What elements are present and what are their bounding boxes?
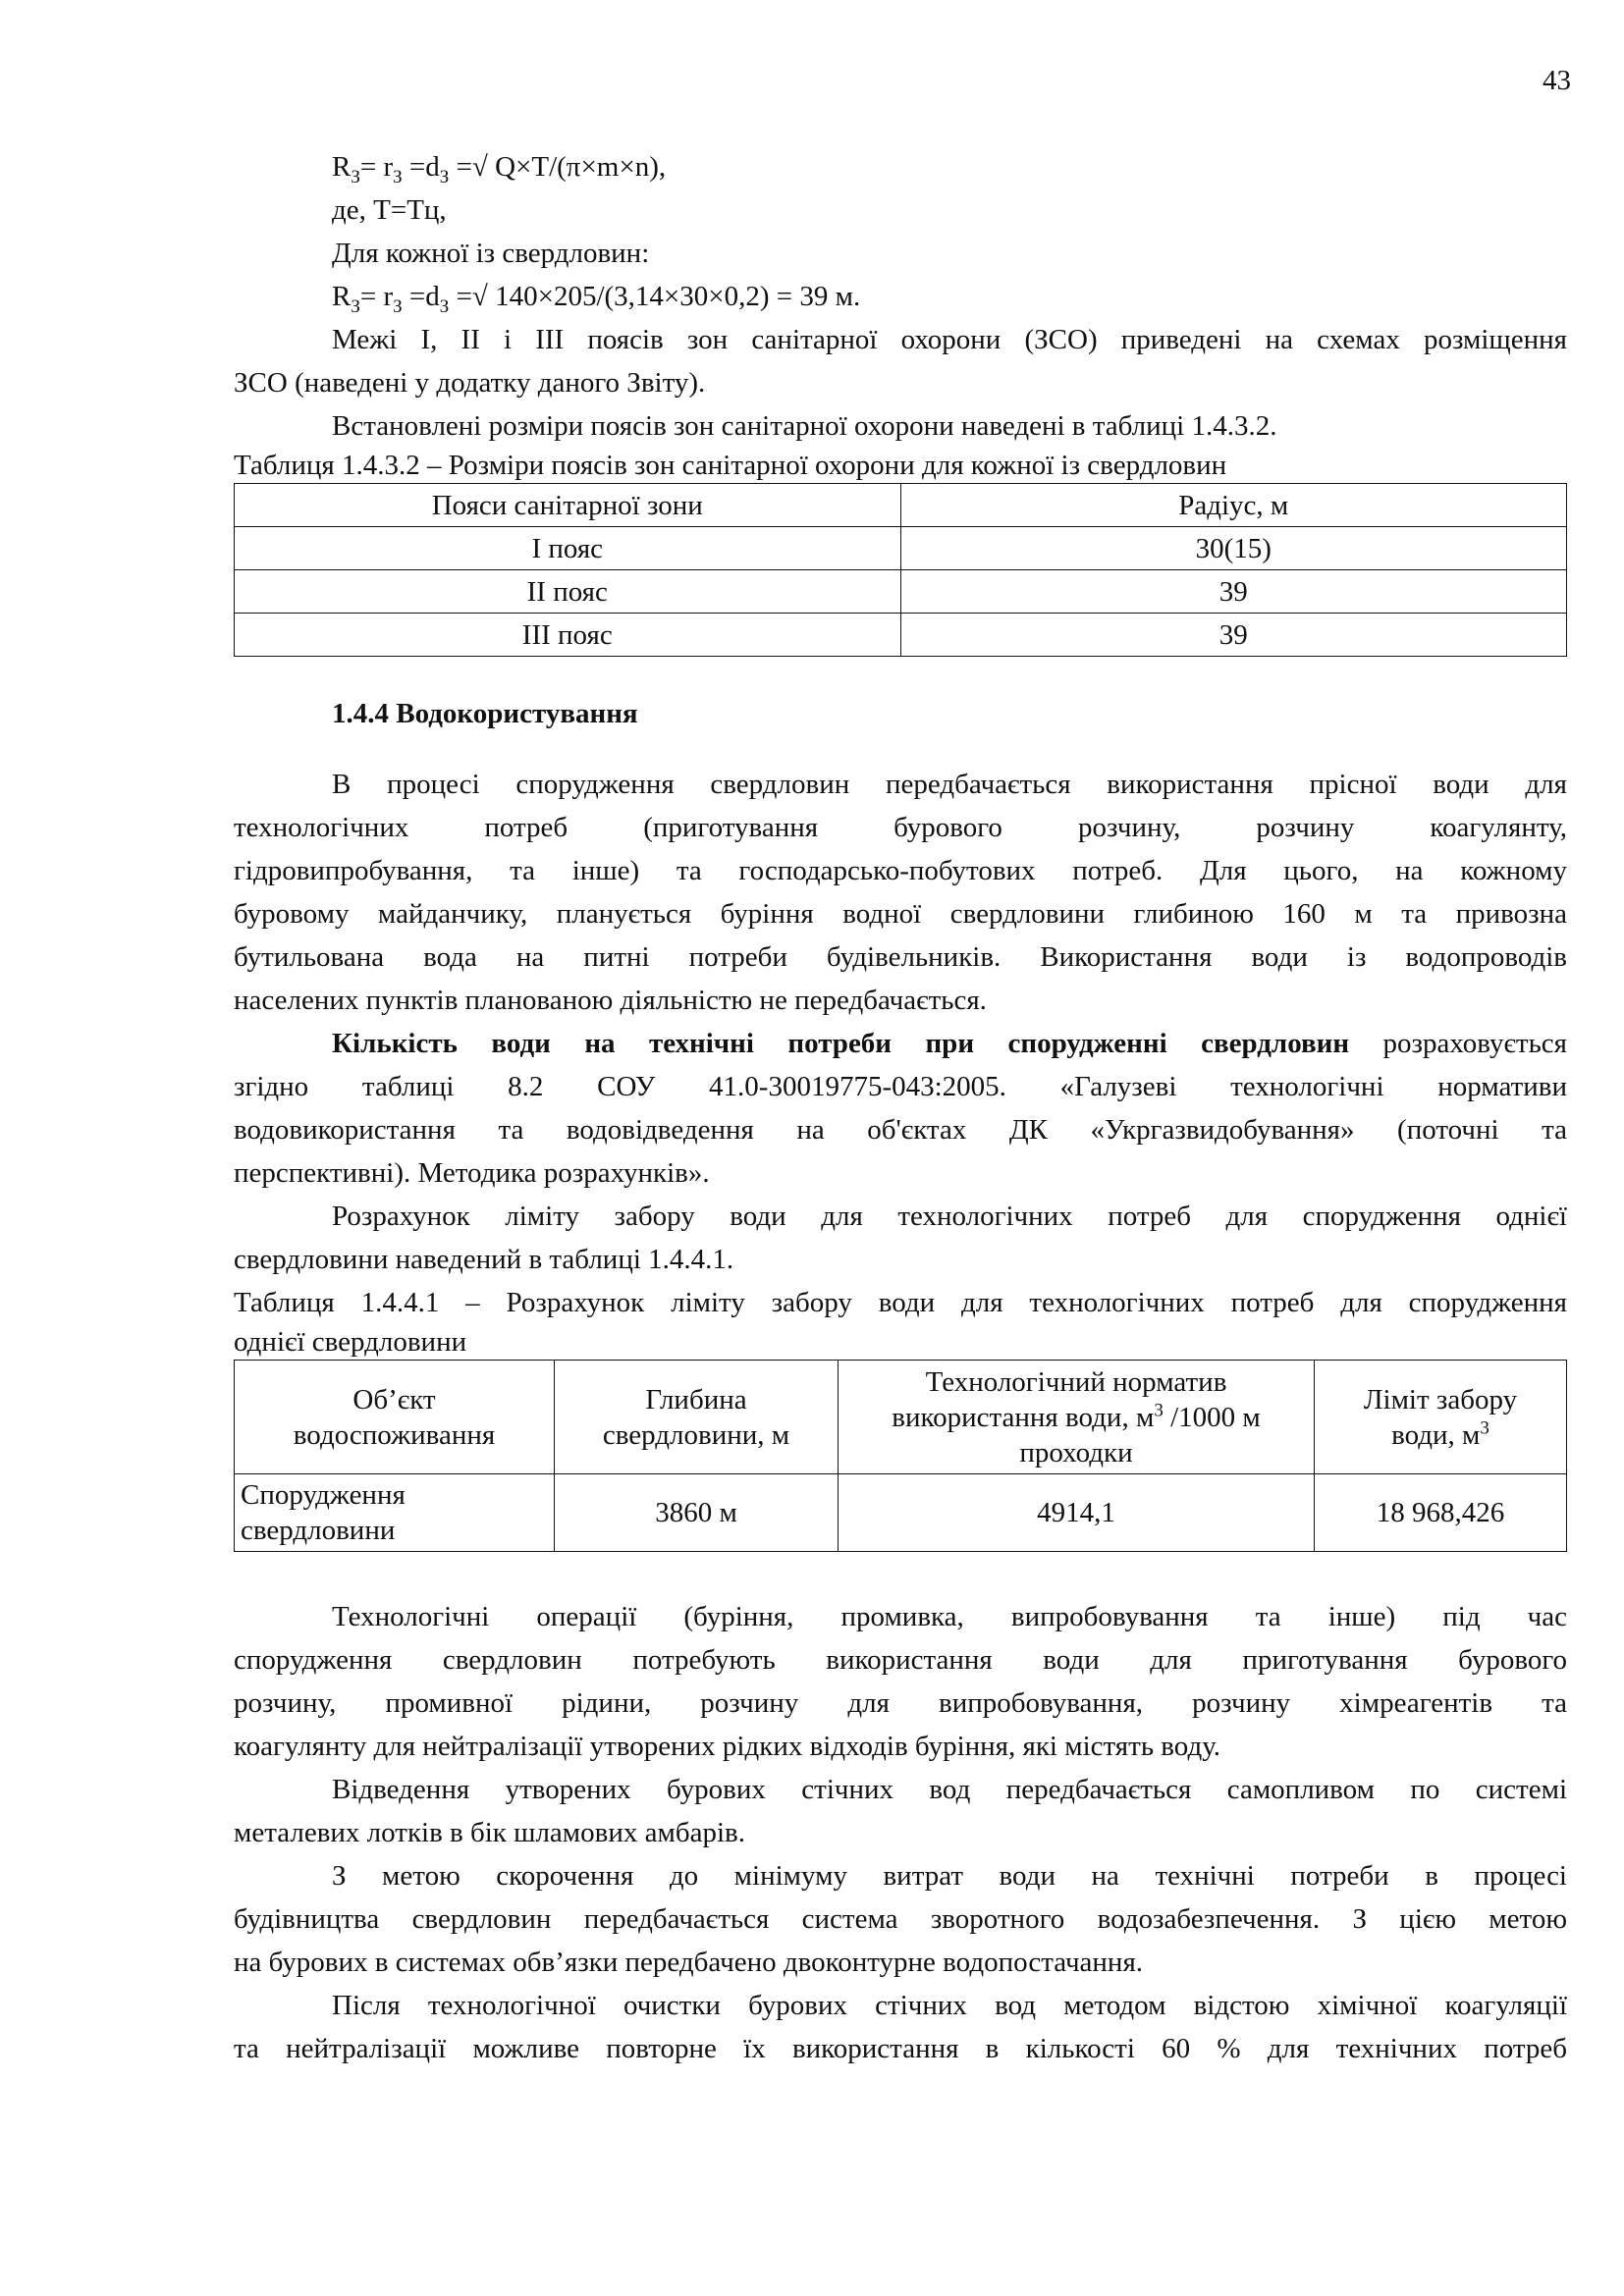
- table-cell: 39: [900, 614, 1567, 657]
- table-header-cell: Глибина свердловини, м: [555, 1361, 839, 1474]
- table-header-cell: Ліміт забору води, $м^3$: [1315, 1361, 1567, 1474]
- table-row: [235, 614, 1567, 657]
- section-heading: 1.4.4 Водокористування: [332, 698, 638, 729]
- paragraph-limit: Розрахунок ліміту забору води для технологічних потреб для спорудження однієї свердловини наведений в таблиці 1.4.4.1.: [234, 1201, 1567, 1275]
- table-row: [235, 570, 1567, 614]
- paragraph-operations: Технологічні операції (буріння, промивка, випробовування та інше) під час спорудження свердловин потребують використання води для приготування бурового розчину, промивної рідини, розчину для випробовування, розчину хімреагентів та коагулянту для нейтралізації утворених рідких відходів буріння, які містять воду.: [234, 1601, 1567, 1762]
- table-cell: 39: [900, 570, 1567, 614]
- table-header-cell: Об’єкт водоспоживання: [235, 1361, 555, 1474]
- formula-calculation: $R_З= r_З =d_З$ =√ 140×205/(3,14×30×0,2) = 39 м.: [332, 281, 861, 317]
- table-header-row: [235, 484, 1567, 527]
- water-limit-table: [234, 1360, 1567, 1552]
- paragraph-quantity: Кількість води на технічні потреби при спорудженні свердловин розраховується згідно таблиці 8.2 СОУ 41.0-30019775-043:2005. «Галузеві технологічні нормативи водовикористання та водовідведення на об'єктах ДК «Укргазвидобування» (поточні та перспективні). Методика розрахунків».: [234, 1028, 1567, 1189]
- bold-phrase: Кількість води на технічні потреби при спорудженні свердловин: [332, 1028, 1350, 1059]
- paragraph-drainage: Відведення утворених бурових стічних вод передбачається самопливом по системі металевих лотків в бік шламових амбарів.: [234, 1774, 1567, 1848]
- table-caption: Таблиця 1.4.4.1 – Розрахунок ліміту забору води для технологічних потреб для спорудження однієї свердловини: [234, 1287, 1567, 1358]
- table-header-cell: Радіус, м: [900, 484, 1567, 527]
- table-cell: 4914,1: [839, 1474, 1315, 1552]
- paragraph-sizes: Встановлені розміри поясів зон санітарної охорони наведені в таблиці 1.4.3.2.: [332, 410, 1277, 442]
- page-number: 43: [1543, 65, 1571, 96]
- table-cell: ІІ пояс: [235, 570, 901, 614]
- table-cell: 30(15): [900, 527, 1567, 570]
- table-caption: Таблиця 1.4.3.2 – Розміри поясів зон санітарної охорони для кожної із свердловин: [234, 450, 1227, 481]
- document-body: [234, 145, 1567, 2070]
- formula-radius: $R_З= r_З =d_З$ =√ Q×T/(π×m×n),: [332, 151, 667, 187]
- paragraph-reduce: З метою скорочення до мінімуму витрат води на технічні потреби в процесі будівництва свердловин передбачається система зворотного водозабезпечення. З цією метою на бурових в системах обв’язки передбачено двоконтурне водопостачання.: [234, 1860, 1567, 1978]
- table-cell: Спорудження свердловини: [235, 1474, 555, 1552]
- table-row: [235, 527, 1567, 570]
- table-cell: І пояс: [235, 527, 901, 570]
- zones-table: [234, 483, 1567, 657]
- text-line: Для кожної із свердловин:: [332, 238, 650, 269]
- paragraph-zones: Межі І, ІІ і ІІІ поясів зон санітарної охорони (ЗСО) приведені на схемах розміщення ЗСО (наведені у додатку даного Звіту).: [234, 324, 1567, 399]
- paragraph-after: Після технологічної очистки бурових стічних вод методом відстою хімічної коагуляції та нейтралізації можливе повторне їх використання в кількості 60 % для технічних потреб: [234, 1990, 1567, 2064]
- table-cell: 3860 м: [555, 1474, 839, 1552]
- paragraph-process: В процесі спорудження свердловин передбачається використання прісної води для технологічних потреб (приготування бурового розчину, розчину коагулянту, гідровипробування, та інше) та господарсько-побутових потреб. Для цього, на кожному буровому майданчику, планується буріння водної свердловини глибиною 160 м та привозна бутильована вода на питні потреби будівельників. Використання води із водопроводів населених пунктів планованою діяльністю не передбачається.: [234, 769, 1567, 1016]
- table-cell: ІІІ пояс: [235, 614, 901, 657]
- table-header-row: [235, 1361, 1567, 1474]
- formula-where: де, Т=Тц,: [332, 194, 447, 226]
- table-cell: 18 968,426: [1315, 1474, 1567, 1552]
- table-row: [235, 1474, 1567, 1552]
- table-header-cell: Технологічний норматив використання води, $м^3$ /1000 м проходки: [839, 1361, 1315, 1474]
- table-header-cell: Пояси санітарної зони: [235, 484, 901, 527]
